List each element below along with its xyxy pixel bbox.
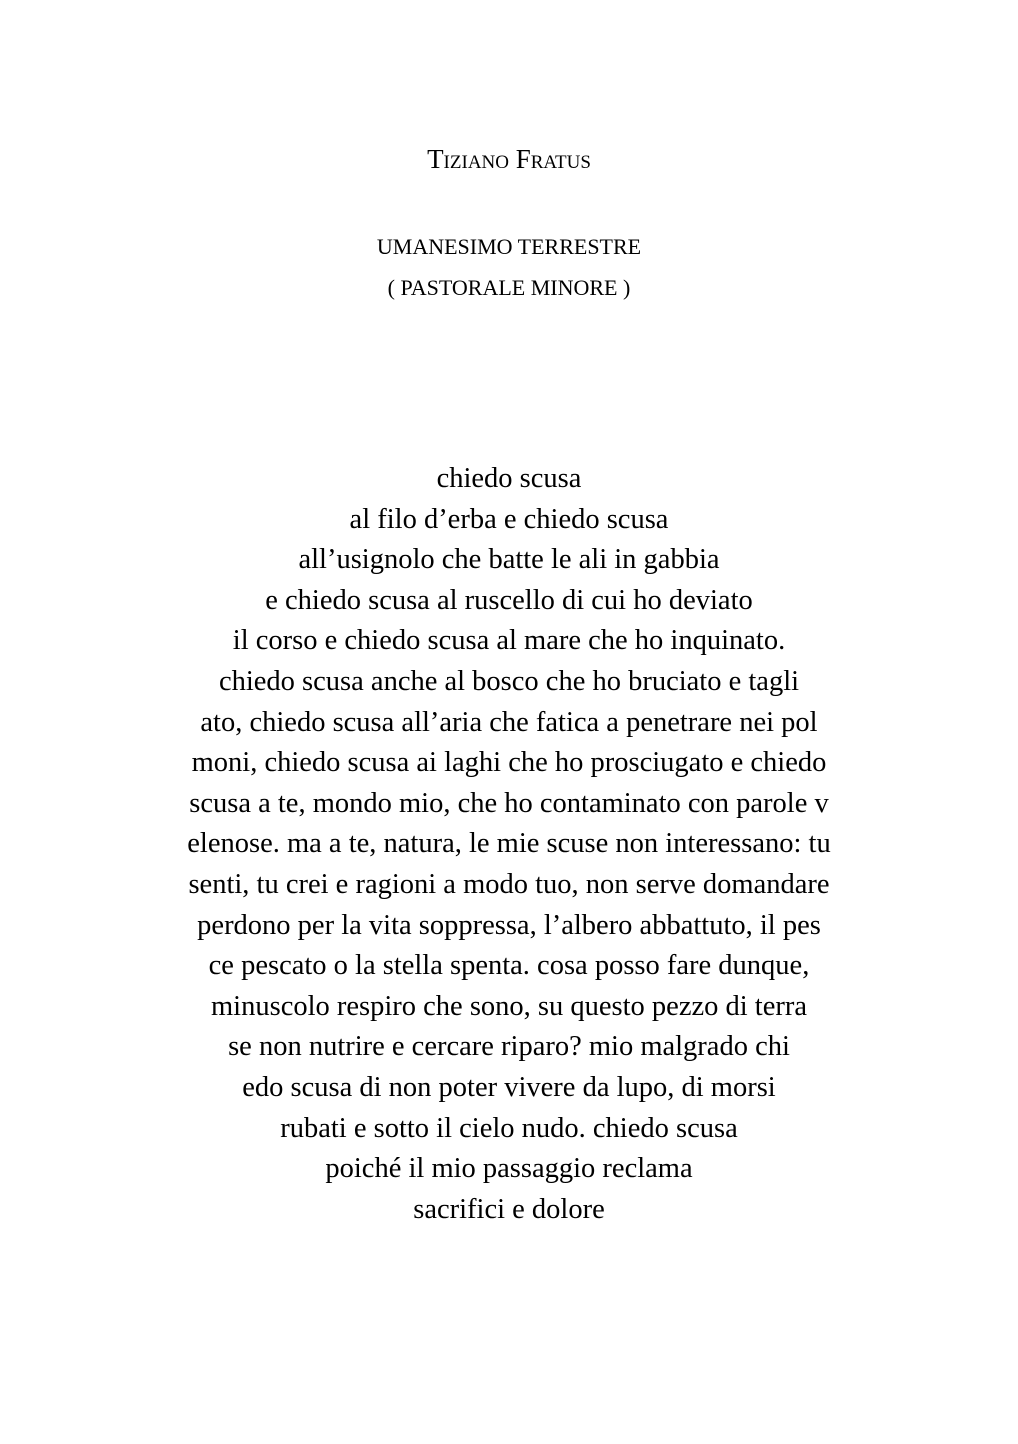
- author-name: Tiziano Fratus: [427, 144, 591, 174]
- poem-line: minuscolo respiro che sono, su questo pezzo di terra: [211, 990, 807, 1022]
- poem-line: ce pescato o la stella spenta. cosa posso fare dunque,: [208, 950, 810, 982]
- poem-line: rubati e sotto il cielo nudo. chiedo scusa: [280, 1112, 738, 1144]
- poem-line: chiedo scusa: [436, 463, 582, 494]
- poem-line: edo scusa di non poter vivere da lupo, di morsi: [242, 1071, 776, 1103]
- poem-line: al filo d’erba e chiedo scusa: [349, 503, 669, 535]
- poem-line: scusa a te, mondo mio, che ho contaminato con parole v: [189, 787, 829, 819]
- poem-line: ato, chiedo scusa all’aria che fatica a penetrare nei pol: [200, 706, 818, 738]
- poem-line: se non nutrire e cercare riparo? mio malgrado chi: [228, 1031, 790, 1063]
- book-title: UMANESIMO TERRESTRE: [376, 234, 642, 259]
- poem-line: senti, tu crei e ragioni a modo tuo, non serve domandare: [188, 868, 830, 900]
- poem-line: perdono per la vita soppressa, l’albero abbattuto, il pes: [197, 909, 821, 941]
- poem-line: elenose. ma a te, natura, le mie scuse non interessano: tu: [187, 828, 831, 860]
- book-title-block: [0, 226, 1018, 308]
- poem-line: moni, chiedo scusa ai laghi che ho prosciugato e chiedo: [191, 747, 827, 779]
- poem-line: e chiedo scusa al ruscello di cui ho deviato: [265, 584, 753, 616]
- poem-line: all’usignolo che batte le ali in gabbia: [298, 544, 720, 576]
- poem-line: poiché il mio passaggio reclama: [325, 1153, 693, 1185]
- poem-line: chiedo scusa anche al bosco che ho bruciato e tagli: [218, 665, 800, 697]
- poem-line: sacrifici e dolore: [413, 1193, 605, 1225]
- book-subtitle: ( PASTORALE MINORE ): [387, 275, 631, 300]
- poem: [0, 459, 1018, 1230]
- poem-line: il corso e chiedo scusa al mare che ho inquinato.: [232, 625, 786, 657]
